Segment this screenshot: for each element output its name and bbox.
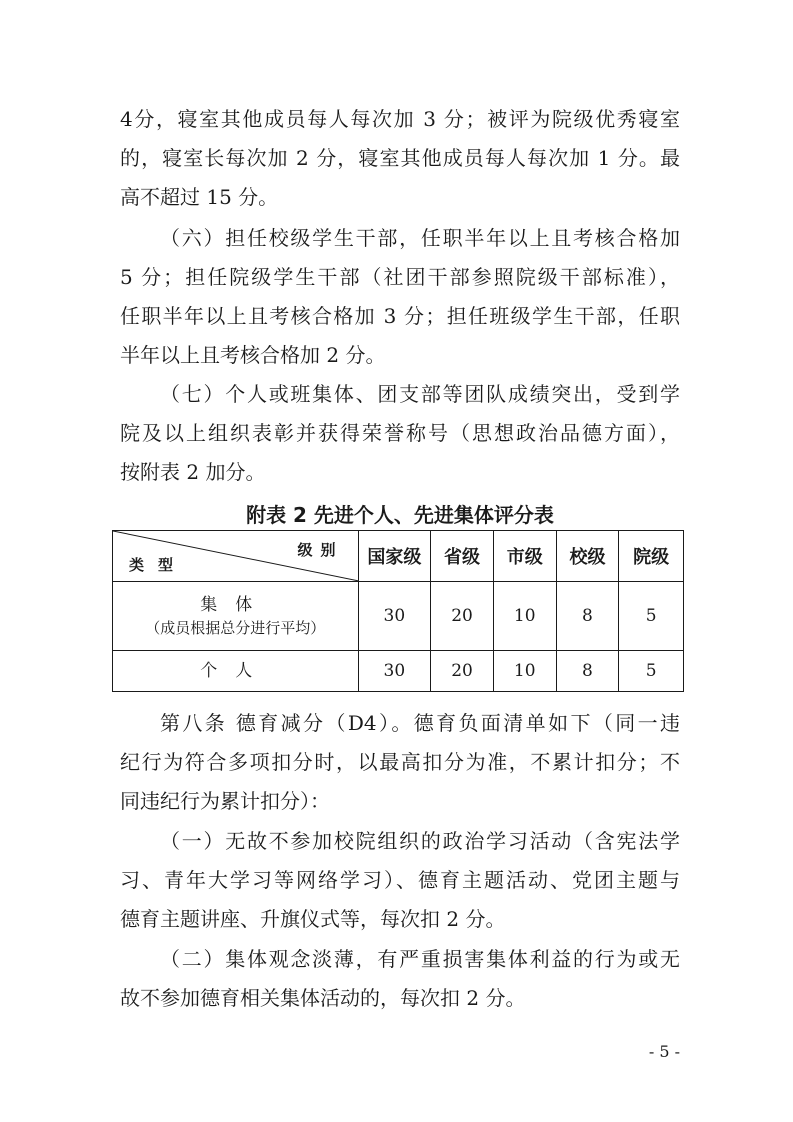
score-cell: 30 bbox=[358, 582, 431, 651]
text-line: （一）无故不参加校院组织的政治学习活动（含宪法学 bbox=[160, 829, 680, 853]
text-line: 任职半年以上且考核合格加 3 分；担任班级学生干部，任职 bbox=[120, 304, 680, 328]
text-line: 的，寝室长每次加 2 分，寝室其他成员每人每次加 1 分。最 bbox=[120, 146, 680, 170]
text-line: 故不参加德育相关集体活动的，每次扣 2 分。 bbox=[120, 986, 526, 1010]
text-line: 第八条 德育减分（D4）。德育负面清单如下（同一违 bbox=[160, 711, 680, 735]
table-row bbox=[113, 582, 684, 651]
text-line: （七）个人或班集体、团支部等团队成绩突出，受到学 bbox=[160, 382, 680, 406]
table-row bbox=[113, 651, 684, 692]
diagonal-header-cell bbox=[113, 531, 359, 582]
score-cell: 20 bbox=[431, 651, 494, 692]
column-header: 市级 bbox=[493, 531, 556, 582]
text-line: 按附表 2 加分。 bbox=[120, 460, 266, 484]
text-line: （六）担任校级学生干部，任职半年以上且考核合格加 bbox=[160, 226, 680, 250]
score-cell: 5 bbox=[619, 582, 684, 651]
row-sublabel: （成员根据总分进行平均） bbox=[145, 619, 326, 637]
text-line: 4分，寝室其他成员每人每次加 3 分；被评为院级优秀寝室 bbox=[120, 107, 680, 131]
text-line: 半年以上且考核合格加 2 分。 bbox=[120, 343, 386, 367]
row-label-cell bbox=[113, 582, 359, 651]
header-type-label: 类型 bbox=[129, 556, 188, 574]
score-cell: 10 bbox=[493, 651, 556, 692]
score-cell: 10 bbox=[493, 582, 556, 651]
column-header: 省级 bbox=[431, 531, 494, 582]
column-header: 校级 bbox=[556, 531, 619, 582]
text-line: （二）集体观念淡薄，有严重损害集体利益的行为或无 bbox=[160, 947, 680, 971]
score-cell: 30 bbox=[358, 651, 431, 692]
row-label: 个人 bbox=[200, 661, 271, 681]
text-line: 院及以上组织表彰并获得荣誉称号（思想政治品德方面）， bbox=[120, 421, 680, 445]
score-cell: 8 bbox=[556, 582, 619, 651]
column-header: 院级 bbox=[619, 531, 684, 582]
score-cell: 5 bbox=[619, 651, 684, 692]
score-table bbox=[112, 530, 684, 692]
text-line: 5 分；担任院级学生干部（社团干部参照院级干部标准）， bbox=[120, 265, 680, 289]
page-number: - 5 - bbox=[648, 1042, 680, 1061]
score-cell: 8 bbox=[556, 651, 619, 692]
column-header: 国家级 bbox=[358, 531, 431, 582]
table-title: 附表 2 先进个人、先进集体评分表 bbox=[246, 503, 554, 527]
row-label: 集体 bbox=[200, 595, 271, 615]
header-level-label: 级别 bbox=[297, 541, 344, 559]
text-line: 德育主题讲座、升旗仪式等，每次扣 2 分。 bbox=[120, 907, 506, 931]
text-line: 习、青年大学习等网络学习）、德育主题活动、党团主题与 bbox=[120, 868, 680, 892]
table-header-row bbox=[113, 531, 684, 582]
text-line: 同违纪行为累计扣分）： bbox=[120, 789, 330, 813]
row-label-cell bbox=[113, 651, 359, 692]
text-line: 高不超过 15 分。 bbox=[120, 185, 279, 209]
text-line: 纪行为符合多项扣分时，以最高扣分为准，不累计扣分；不 bbox=[120, 750, 680, 774]
score-cell: 20 bbox=[431, 582, 494, 651]
